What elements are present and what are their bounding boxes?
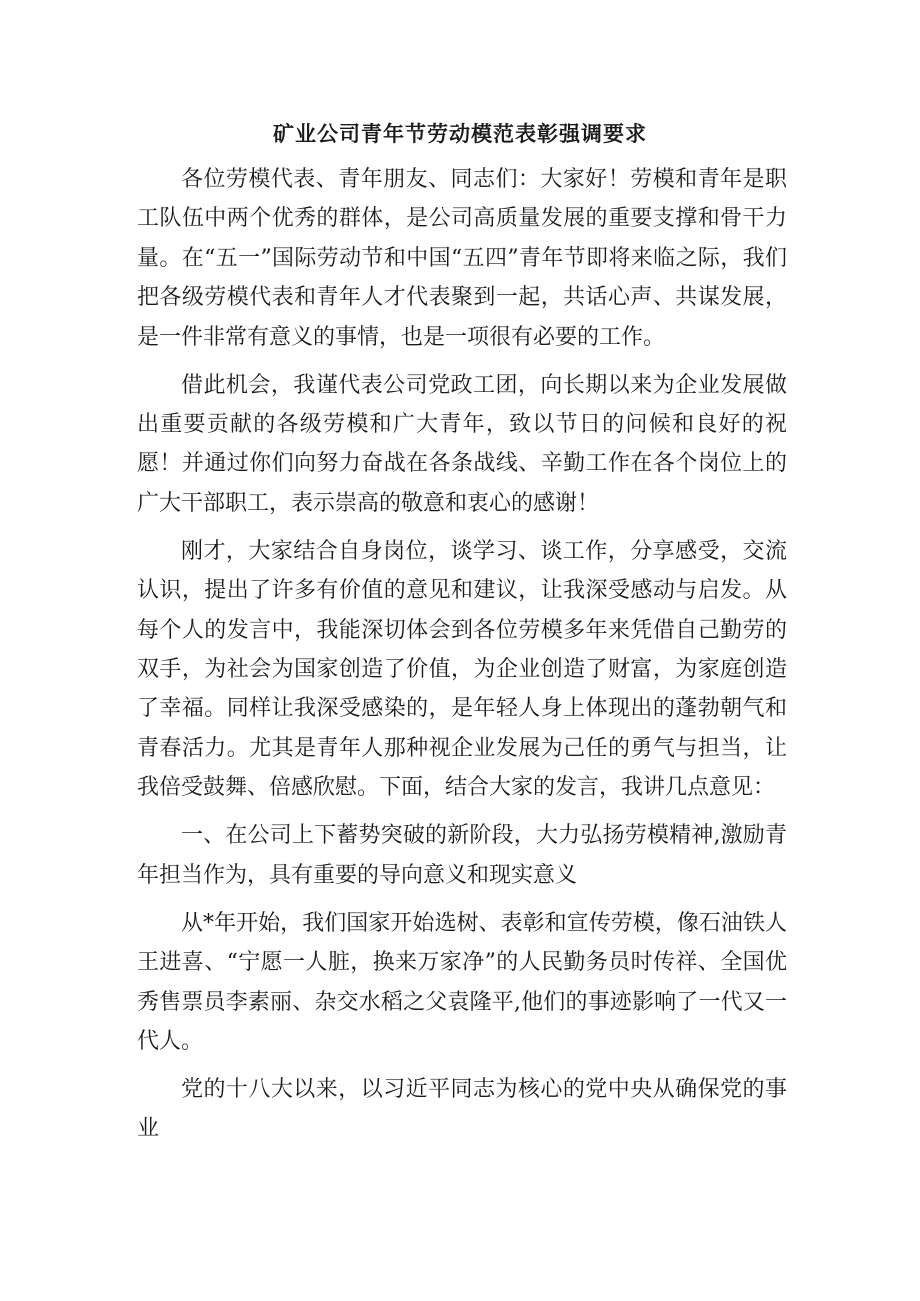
paragraph-greeting: 各位劳模代表、青年朋友、同志们：大家好！劳模和青年是职工队伍中两个优秀的群体，是公司高质量发展的重要支撑和骨干力量。在“五一”国际劳动节和中国“五四”青年节即将来临之际，我们把各级劳模代表和青年人才代表聚到一起，共话心声、共谋发展，是一件非常有意义的事情，也是一项很有必要的工作。 [137,167,787,350]
section-heading-1: 一、在公司上下蓄势突破的新阶段，大力弘扬劳模精神,激励青年担当作为，具有重要的导向意义和现实意义 [137,823,787,888]
paragraph-eighteenth-congress: 党的十八大以来，以习近平同志为核心的党中央从确保党的事业 [137,1076,787,1142]
document-title: 矿业公司青年节劳动模范表彰强调要求 [273,122,647,146]
document-body [137,160,787,1157]
paragraph-reflection: 刚才，大家结合自身岗位，谈学习、谈工作，分享感受，交流认识，提出了许多有价值的意见和建议，让我深受感动与启发。从每个人的发言中，我能深切体会到各位劳模多年来凭借自己勤劳的双手，为社会为国家创造了价值，为企业创造了财富，为家庭创造了幸福。同样让我深受感染的，是年轻人身上体现出的蓬勃朝气和青春活力。尤其是青年人那种视企业发展为己任的勇气与担当，让我倍受鼓舞、倍感欣慰。下面，结合大家的发言，我讲几点意见： [137,538,787,801]
paragraph-thanks: 借此机会，我谨代表公司党政工团，向长期以来为企业发展做出重要贡献的各级劳模和广大青年，致以节日的问候和良好的祝愿！并通过你们向努力奋战在各条战线、辛勤工作在各个岗位上的广大干部职工，表示崇高的敬意和衷心的感谢！ [137,372,787,516]
paragraph-history: 从*年开始，我们国家开始选树、表彰和宣传劳模，像石油铁人王进喜、“宁愿一人脏，换来万家净”的人民勤务员时传祥、全国优秀售票员李素丽、杂交水稻之父袁隆平,他们的事迹影响了一代又一代人。 [137,910,787,1054]
